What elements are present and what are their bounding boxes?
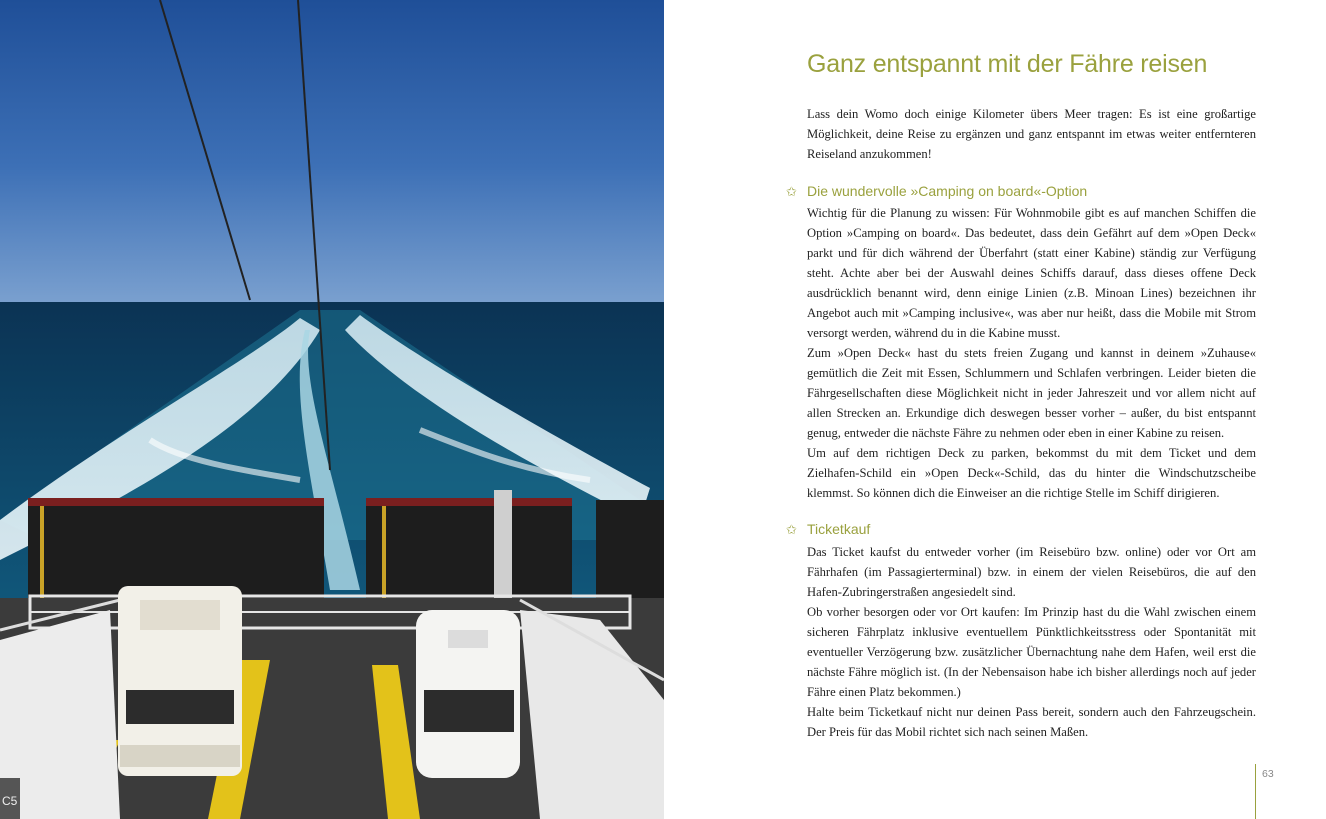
deck-marking: C5	[2, 794, 18, 808]
paragraph: Das Ticket kaufst du entweder vorher (im Reisebüro bzw. online) oder vor Ort am Fährhafen (im Passagierterminal) bzw. in einem der vielen Reisebüros, die auf den Hafen-Zubringerstraßen angesiedelt sind.	[807, 545, 1256, 599]
page-title: Ganz entspannt mit der Fähre reisen	[807, 50, 1208, 78]
intro-text: Lass dein Womo doch einige Kilometer übers Meer tragen: Es ist eine großartige Möglichkeit, deine Reise zu ergänzen und ganz entspannt im etwas weiter entfernteren Reiseland anzukommen!	[807, 107, 1256, 161]
paragraph: Zum »Open Deck« hast du stets freien Zugang und kannst in deinem »Zuhause« gemütlich die Zeit mit Essen, Schlummern und Schlafen verbringen. Leider bieten die Fährgesellschaften diese Möglichkeit nicht in jeder Jahreszeit und vor allem nicht auf allen Strecken an. Erkundige dich deswegen besser vorher – außer, du bist entspannt genug, entweder die nächste Fähre zu nehmen oder eben in einer Kabine zu reisen.	[807, 346, 1256, 440]
star-icon: ✩	[786, 184, 797, 199]
page-number: 63	[1262, 768, 1274, 780]
folio-rule	[1255, 764, 1256, 819]
section-body-ticketkauf	[807, 542, 1256, 742]
motorhome-left	[118, 586, 242, 776]
intro-paragraph	[807, 104, 1256, 164]
star-icon: ✩	[786, 522, 797, 537]
section-heading-ticketkauf	[786, 521, 1266, 538]
paragraph: Wichtig für die Planung zu wissen: Für Wohnmobile gibt es auf manchen Schiffen die Option »Camping on board«. Das bedeutet, dass dein Gefährt auf dem »Open Deck« parkt und für dich während der Überfahrt (statt einer Kabine) ständig zur Verfügung steht. Achte aber bei der Auswahl deines Schiffs darauf, dass dieses offene Deck ausdrücklich benannt wird, denn einige Linien (z.B. Minoan Lines) bezeichnen ihr Angebot auch mit »Camping inclusive«, was aber nur heißt, dass die Mobile mit Strom versorgt werden, während du in die Kabine musst.	[807, 206, 1256, 340]
paragraph: Halte beim Ticketkauf nicht nur deinen Pass bereit, sondern auch den Fahrzeugschein. Der Preis für das Mobil richtet sich nach seinen Maßen.	[807, 705, 1256, 739]
paragraph: Um auf dem richtigen Deck zu parken, bekommst du mit dem Ticket und dem Zielhafen-Schild ein »Open Deck«-Schild, das du hinter die Windschutzscheibe klemmst. So können dich die Einweiser an die richtige Stelle im Schiff dirigieren.	[807, 446, 1256, 500]
paragraph: Ob vorher besorgen oder vor Ort kaufen: Im Prinzip hast du die Wahl zwischen einem sicheren Fährplatz inklusive eventuellem Pünktlichkeitsstress oder Spontanität mit eventueller Verzögerung bzw. zusätzlicher Übernachtung nahe dem Hafen, weil erst die nächste Fähre möglich ist. (In der Nebensaison habe ich bisher allerdings noch auf jeder Fähre einen Platz bekommen.)	[807, 605, 1256, 699]
sky	[0, 0, 664, 303]
section-heading-text: Ticketkauf	[807, 521, 871, 537]
camper-van-right	[416, 610, 520, 778]
text-page	[664, 0, 1326, 819]
section-heading-camping-on-board	[786, 183, 1266, 200]
section-heading-text: Die wundervolle »Camping on board«-Option	[807, 183, 1088, 199]
section-body-camping-on-board	[807, 203, 1256, 503]
